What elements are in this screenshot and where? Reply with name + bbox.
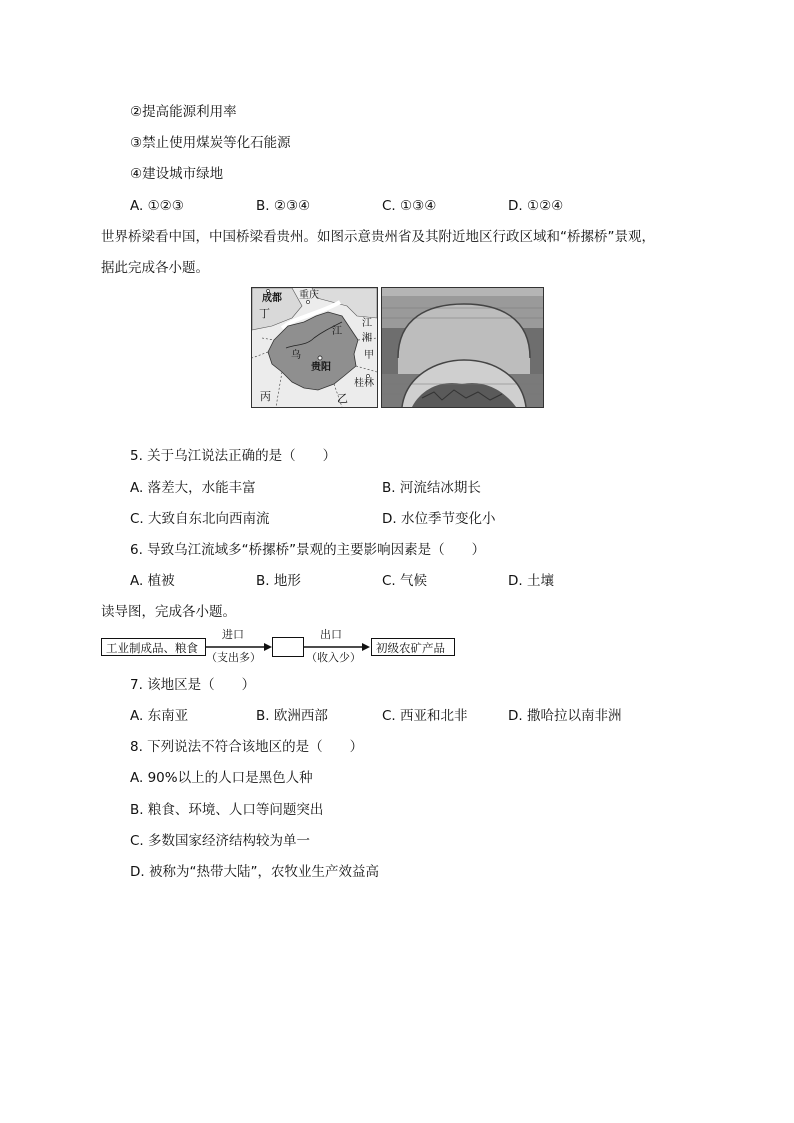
- flow-import-label: 进口: [222, 628, 244, 641]
- q5-stem: 5. 关于乌江说法正确的是（ ）: [130, 448, 337, 464]
- q5-option-c[interactable]: C. 大致自东北向西南流: [130, 511, 270, 527]
- map-label-jiang: 江: [332, 326, 342, 337]
- prev-item-3: ③禁止使用煤炭等化石能源: [130, 135, 291, 151]
- bridge-drawing: [382, 288, 543, 407]
- q8-option-b[interactable]: B. 粮食、环境、人口等问题突出: [130, 802, 324, 818]
- q7-stem: 7. 该地区是（ ）: [130, 677, 256, 693]
- q6-option-c[interactable]: C. 气候: [382, 573, 428, 589]
- flow-right-box: 初级农矿产品: [371, 638, 455, 656]
- intro-line-1: 世界桥梁看中国，中国桥梁看贵州。如图示意贵州省及其附近地区行政区域和“桥摞桥”景观，: [101, 229, 655, 245]
- bridge-photo: [381, 287, 544, 408]
- q7-option-b[interactable]: B. 欧洲西部: [256, 708, 328, 724]
- prev-choice-d[interactable]: D. ①②④: [508, 198, 564, 214]
- q5-option-b[interactable]: B. 河流结冰期长: [382, 480, 481, 496]
- q8-option-d[interactable]: D. 被称为“热带大陆”，农牧业生产效益高: [130, 864, 379, 880]
- prev-choice-a[interactable]: A. ①②③: [130, 198, 184, 214]
- map-label-jiang2: 江: [362, 318, 372, 329]
- q7-option-c[interactable]: C. 西亚和北非: [382, 708, 468, 724]
- intro2-text: 读导图，完成各小题。: [101, 604, 236, 620]
- map-label-guiyang: 贵阳: [311, 362, 331, 373]
- flow-export-note: （收入少）: [306, 651, 361, 664]
- q7-option-a[interactable]: A. 东南亚: [130, 708, 189, 724]
- q5-option-a[interactable]: A. 落差大，水能丰富: [130, 480, 256, 496]
- map-label-chongqing: 重庆: [299, 290, 319, 301]
- q8-stem: 8. 下列说法不符合该地区的是（ ）: [130, 739, 364, 755]
- guizhou-map: [251, 287, 378, 408]
- map-label-jia: 甲: [364, 350, 374, 361]
- flow-blank-box: [272, 637, 304, 657]
- q7-option-d[interactable]: D. 撒哈拉以南非洲: [508, 708, 622, 724]
- q6-option-a[interactable]: A. 植被: [130, 573, 175, 589]
- prev-item-2: ②提高能源利用率: [130, 104, 237, 120]
- prev-item-4: ④建设城市绿地: [130, 166, 224, 182]
- map-label-wu: 乌: [291, 350, 301, 361]
- prev-choice-c[interactable]: C. ①③④: [382, 198, 437, 214]
- map-label-chengdu: 成都: [262, 293, 282, 304]
- map-label-xiang: 湘: [362, 333, 372, 344]
- q8-option-a[interactable]: A. 90%以上的人口是黑色人种: [130, 770, 313, 786]
- q8-option-c[interactable]: C. 多数国家经济结构较为单一: [130, 833, 311, 849]
- map-label-ding: 丁: [259, 307, 270, 320]
- q5-option-d[interactable]: D. 水位季节变化小: [382, 511, 496, 527]
- map-label-yi: 乙: [337, 392, 348, 405]
- q6-option-b[interactable]: B. 地形: [256, 573, 301, 589]
- flow-export-label: 出口: [320, 628, 342, 641]
- prev-choice-b[interactable]: B. ②③④: [256, 198, 311, 214]
- q6-option-d[interactable]: D. 土壤: [508, 573, 554, 589]
- flow-left-box: 工业制成品、粮食: [101, 638, 206, 656]
- map-label-guilin: 桂林: [354, 378, 374, 389]
- map-label-bing: 丙: [260, 390, 271, 403]
- intro-line-2: 据此完成各小题。: [101, 260, 209, 276]
- flow-import-note: （支出多）: [206, 651, 261, 664]
- q6-stem: 6. 导致乌江流域多“桥摞桥”景观的主要影响因素是（ ）: [130, 542, 486, 558]
